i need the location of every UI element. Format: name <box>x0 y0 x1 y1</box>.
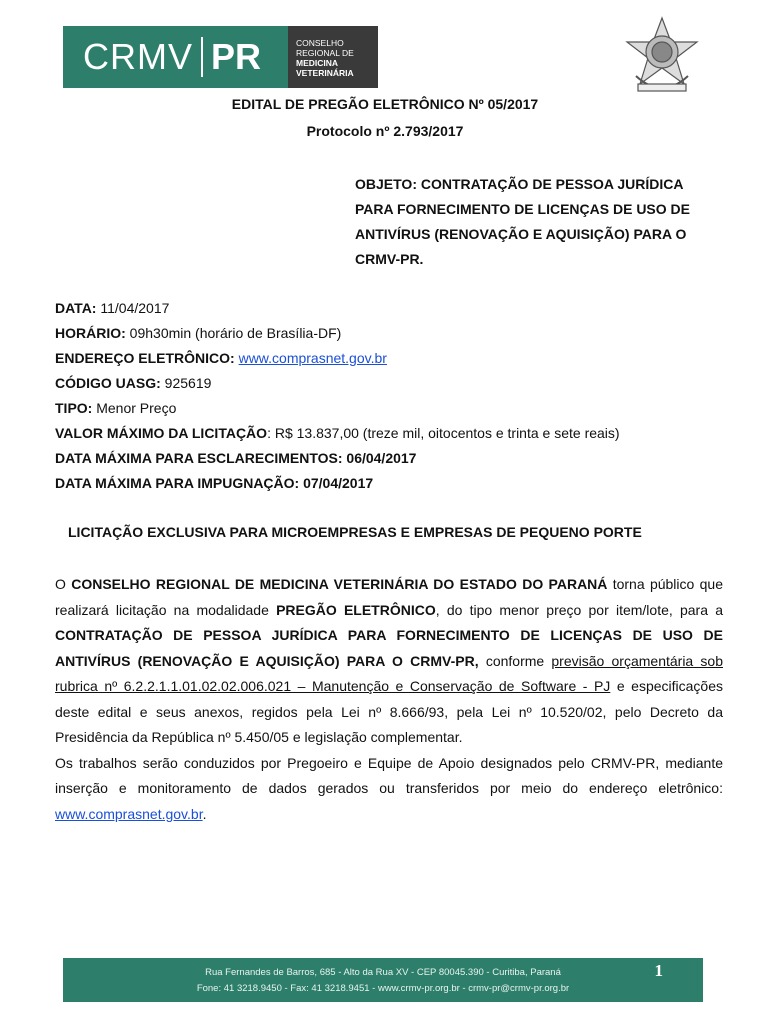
footer-address: Rua Fernandes de Barros, 685 - Alto da Rua XV - CEP 80045.390 - Curitiba, Paraná <box>205 967 561 978</box>
logo-divider <box>201 37 203 77</box>
object-line: CRMV-PR. <box>355 251 424 267</box>
info-address: ENDEREÇO ELETRÔNICO: www.comprasnet.gov.br <box>55 350 387 366</box>
object-line: ANTIVÍRUS (RENOVAÇÃO E AQUISIÇÃO) PARA O <box>355 226 687 242</box>
logo-main-text: CRMV <box>83 36 193 77</box>
info-type: TIPO: Menor Preço <box>55 400 177 416</box>
object-statement <box>355 172 725 272</box>
info-impugnation-deadline: DATA MÁXIMA PARA IMPUGNAÇÃO: 07/04/2017 <box>55 475 374 491</box>
logo-line: MEDICINA <box>296 58 339 68</box>
protocol-number: Protocolo nº 2.793/2017 <box>306 123 464 139</box>
page-footer <box>63 958 703 1002</box>
info-clarification-deadline: DATA MÁXIMA PARA ESCLARECIMENTOS: 06/04/2017 <box>55 450 417 466</box>
paragraph-1: O CONSELHO REGIONAL DE MEDICINA VETERINÁRIA DO ESTADO DO PARANÁ torna público que realizará licitação na modalidade PREGÃO ELETRÔNICO, do tipo menor preço por item/lote, para a CONTRATAÇÃO DE PESSOA JURÍDICA PARA FORNECIMENTO DE LICENÇAS DE USO DE ANTIVÍRUS (RENOVAÇÃO E AQUISIÇÃO) PARA O CRMV-PR, conforme previsão orçamentária sob rubrica nº 6.2.2.1.1.01.02.02.006.021 – Manutenção e Conservação de Software - PJ e especificações deste edital e seus anexos, regidos pela Lei nº 8.666/93, pela Lei nº 10.520/02, pelo Decreto da Presidência da República nº 5.450/05 e legislação complementar. <box>55 576 723 745</box>
logo-line: REGIONAL DE <box>296 48 354 58</box>
info-time: HORÁRIO: 09h30min (horário de Brasília-DF) <box>55 325 342 341</box>
logo-state-text: PR <box>211 36 262 77</box>
comprasnet-link[interactable]: www.comprasnet.gov.br <box>238 350 387 366</box>
logo-line: CONSELHO <box>296 38 344 48</box>
body-text <box>55 572 723 827</box>
national-seal-icon <box>622 14 702 100</box>
object-line: OBJETO: CONTRATAÇÃO DE PESSOA JURÍDICA <box>355 176 684 192</box>
crmv-pr-logo <box>63 26 378 88</box>
comprasnet-link-2[interactable]: www.comprasnet.gov.br <box>55 805 203 822</box>
document-title: EDITAL DE PREGÃO ELETRÔNICO Nº 05/2017 <box>231 96 539 112</box>
info-max-value: VALOR MÁXIMO DA LICITAÇÃO: R$ 13.837,00 (treze mil, oitocentos e trinta e sete reais) <box>55 425 620 441</box>
exclusive-bid-heading: LICITAÇÃO EXCLUSIVA PARA MICROEMPRESAS E EMPRESAS DE PEQUENO PORTE <box>68 524 642 540</box>
paragraph-2: Os trabalhos serão conduzidos por Pregoeiro e Equipe de Apoio designados pelo CRMV-PR, mediante inserção e monitoramento de dados gerados ou transferidos por meio do endereço eletrônico: www.comprasnet.gov.br. <box>55 754 723 822</box>
page-number: 1 <box>654 961 663 980</box>
bid-info <box>55 296 620 496</box>
object-line: PARA FORNECIMENTO DE LICENÇAS DE USO DE <box>355 201 690 217</box>
logo-caption <box>288 26 378 88</box>
logo-line: VETERINÁRIA <box>296 68 354 78</box>
info-uasg: CÓDIGO UASG: 925619 <box>55 375 212 391</box>
info-date: DATA: 11/04/2017 <box>55 300 170 316</box>
footer-contact: Fone: 41 3218.9450 - Fax: 41 3218.9451 - www.crmv-pr.org.br - crmv-pr@crmv-pr.org.br <box>196 983 570 994</box>
